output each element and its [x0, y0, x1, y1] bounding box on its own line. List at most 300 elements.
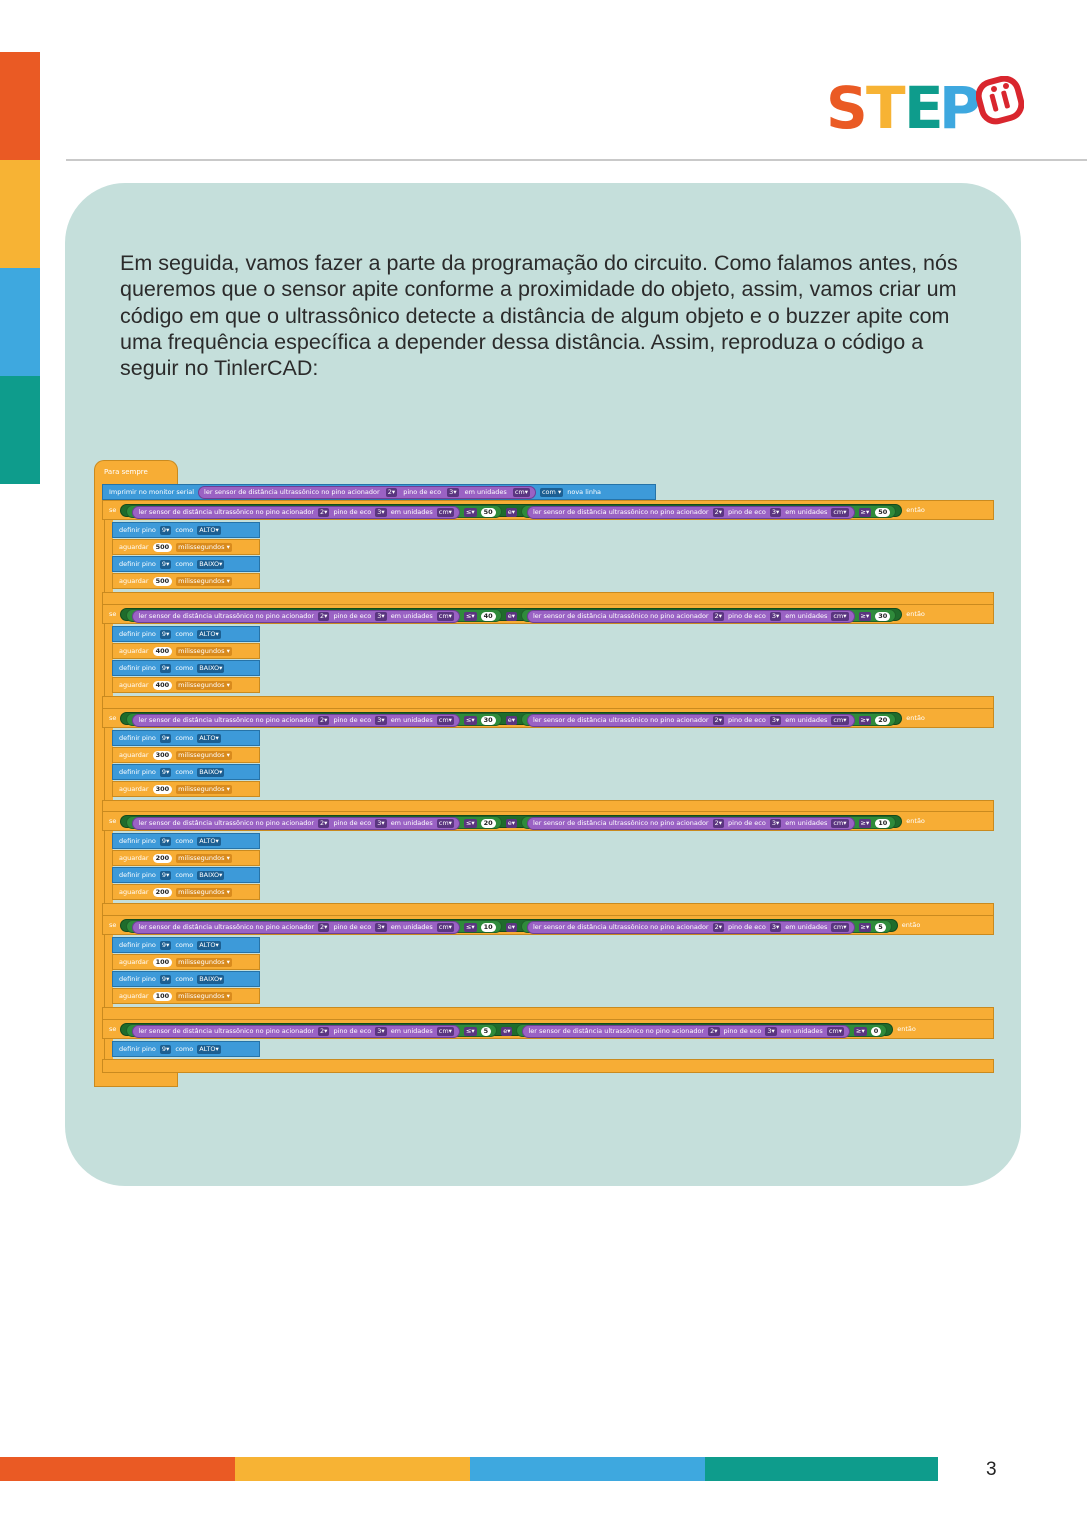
as-label: como: [175, 941, 194, 949]
op1-dropdown-4: ≤▾: [465, 818, 475, 827]
pin-dropdown-value: 9: [161, 836, 167, 845]
compare-right-5: [521, 920, 892, 933]
set-pin-block: [112, 730, 260, 746]
cond5b-trig-dropdown-value: 2: [714, 922, 719, 931]
cond3b-trig-dropdown-value: 2: [714, 715, 719, 724]
set-pin-block: [112, 522, 260, 538]
cond3a-echo-label: pino de eco: [333, 715, 372, 724]
wait-label: aguardar: [119, 577, 149, 585]
wait-value: [153, 751, 173, 760]
forever-block: [94, 460, 178, 485]
cond1b-units-label: em unidades: [785, 507, 828, 516]
cond5a-echo-dropdown: 3▾: [377, 922, 385, 931]
cond2b-echo-dropdown-value: 3: [771, 611, 776, 620]
set-pin-label: definir pino: [119, 837, 156, 845]
ms-dropdown-value: milissegundos: [178, 542, 225, 551]
cond6b-trig-dropdown: 2▾: [710, 1026, 718, 1035]
cond2b-sensor-label: ler sensor de distância ultrassônico no pino acionador: [532, 611, 709, 620]
set-pin-block: [112, 626, 260, 642]
wait-block: [112, 573, 260, 589]
wait-block: [112, 747, 260, 763]
wait-block: [112, 850, 260, 866]
pin-dropdown-value: 9: [161, 870, 167, 879]
pin-dropdown: 9▾: [161, 940, 170, 949]
wait-label: aguardar: [119, 543, 149, 551]
cond6b-echo-label: pino de eco: [723, 1026, 762, 1035]
op2-dropdown-5: ≥▾: [860, 922, 870, 931]
value1-6-value: 5: [483, 1026, 489, 1035]
cond1b-echo-dropdown-value: 3: [771, 507, 776, 516]
if-block-5: [102, 915, 994, 935]
value2-3: [875, 716, 890, 725]
as-label: como: [175, 560, 194, 568]
cond3a-units-label: em unidades: [390, 715, 433, 724]
cond6a-unit-dropdown-value: cm: [438, 1026, 449, 1035]
cond3b-trig-dropdown: 2▾: [714, 715, 723, 724]
pin-dropdown-value: 9: [161, 525, 167, 534]
cond4a-trig-dropdown: 2▾: [320, 818, 328, 827]
wait-value: [153, 992, 173, 1001]
forever-foot: [94, 1072, 178, 1087]
sensor-label: ler sensor de distância ultrassônico no pino acionador: [204, 487, 380, 496]
ms-dropdown: milissegundos ▾: [178, 646, 230, 655]
cond1b-trig-dropdown-value: 2: [714, 507, 719, 516]
robot-face-icon: [976, 76, 1024, 128]
set-pin-label: definir pino: [119, 526, 156, 534]
op2-dropdown-5-value: ≥: [860, 922, 866, 931]
cond5b-units-label: em unidades: [785, 922, 828, 931]
then-label: então: [901, 921, 921, 929]
echo-label: pino de eco: [403, 487, 442, 496]
cond3b-sensor-label: ler sensor de distância ultrassônico no pino acionador: [532, 715, 709, 724]
if-label: se: [109, 610, 117, 618]
forever-label: Para sempre: [104, 468, 148, 476]
compare-right-1: [521, 505, 896, 518]
cond3a-sensor-label: ler sensor de distância ultrassônico no pino acionador: [138, 715, 315, 724]
cond4b-units-label: em unidades: [785, 818, 828, 827]
pin-dropdown: 9▾: [161, 767, 170, 776]
logo-letter-t: T: [866, 74, 906, 142]
pin-dropdown-value: 9: [161, 1044, 167, 1053]
cond3a-trig-dropdown: 2▾: [320, 715, 328, 724]
value1-3-value: 30: [483, 715, 493, 724]
wait-value-value: 100: [155, 991, 170, 1000]
units-label: em unidades: [464, 487, 507, 496]
level-dropdown: ALTO▾: [199, 1044, 219, 1053]
cond6b-unit-dropdown-value: cm: [828, 1026, 839, 1035]
cond4a-sensor-label: ler sensor de distância ultrassônico no pino acionador: [138, 818, 315, 827]
cond4a-units-label: em unidades: [390, 818, 433, 827]
wait-value: [153, 543, 173, 552]
cond4a-echo-dropdown: 3▾: [377, 818, 385, 827]
level-dropdown-value: BAIXO: [199, 663, 220, 672]
compare-left-5: [126, 920, 501, 933]
cond6a-echo-dropdown-value: 3: [377, 1026, 382, 1035]
wait-label: aguardar: [119, 785, 149, 793]
level-dropdown-value: ALTO: [199, 525, 216, 534]
set-pin-label: definir pino: [119, 768, 156, 776]
bottom-bar-yellow: [235, 1457, 470, 1481]
cond4a-echo-label: pino de eco: [333, 818, 372, 827]
set-pin-block: [112, 937, 260, 953]
cond6b-unit-dropdown: cm▾: [828, 1026, 842, 1035]
with-value: com: [541, 487, 556, 496]
compare-left-3: [126, 713, 501, 726]
level-dropdown: BAIXO▾: [199, 767, 223, 776]
cond1b-sensor-label: ler sensor de distância ultrassônico no pino acionador: [532, 507, 709, 516]
cond4b-trig-dropdown-value: 2: [714, 818, 719, 827]
and-dropdown-1: e▾: [507, 507, 515, 516]
value1-5-value: 10: [483, 922, 493, 931]
cond6b-echo-dropdown-value: 3: [767, 1026, 772, 1035]
set-pin-label: definir pino: [119, 734, 156, 742]
wait-value: [153, 647, 173, 656]
as-label: como: [175, 734, 194, 742]
wait-value-value: 500: [155, 576, 170, 585]
cond6a-units-label: em unidades: [390, 1026, 433, 1035]
level-dropdown-value: ALTO: [199, 836, 216, 845]
if-label: se: [109, 921, 117, 929]
cond1a-unit-dropdown-value: cm: [438, 507, 449, 516]
cond4b-trig-dropdown: 2▾: [714, 818, 723, 827]
cond5b-echo-dropdown: 3▾: [771, 922, 780, 931]
wait-value-value: 200: [155, 887, 170, 896]
wait-block: [112, 539, 260, 555]
as-label: como: [175, 1045, 194, 1053]
ms-dropdown-value: milissegundos: [178, 680, 225, 689]
value1-2: [481, 612, 496, 621]
set-pin-block: [112, 556, 260, 572]
cond6b-echo-dropdown: 3▾: [767, 1026, 775, 1035]
pin-dropdown: 9▾: [161, 974, 170, 983]
op2-dropdown-1: ≥▾: [860, 507, 870, 516]
cond6a-trig-dropdown-value: 2: [320, 1026, 325, 1035]
ms-dropdown: milissegundos ▾: [178, 991, 230, 1000]
op2-dropdown-1-value: ≥: [860, 507, 866, 516]
side-bar-orange: [0, 52, 40, 160]
cond6a-sensor-reporter: [132, 1025, 460, 1038]
cond4a-unit-dropdown-value: cm: [438, 818, 449, 827]
and-dropdown-6-value: e: [503, 1026, 508, 1035]
value2-6-value: 0: [873, 1026, 879, 1035]
wait-block: [112, 677, 260, 693]
cond2a-echo-dropdown: 3▾: [377, 611, 385, 620]
set-pin-label: definir pino: [119, 630, 156, 638]
wait-block: [112, 643, 260, 659]
value2-1-value: 50: [878, 507, 888, 516]
and-condition-6: [120, 1023, 893, 1036]
value2-5-value: 5: [878, 922, 883, 931]
cond4b-unit-dropdown-value: cm: [833, 818, 844, 827]
op1-dropdown-2-value: ≤: [465, 611, 472, 620]
wait-block: [112, 884, 260, 900]
cond3a-trig-dropdown-value: 2: [320, 715, 325, 724]
op1-dropdown-3-value: ≤: [465, 715, 472, 724]
value2-2: [875, 612, 890, 621]
cond6b-sensor-label: ler sensor de distância ultrassônico no pino acionador: [528, 1026, 705, 1035]
bottom-bar-blue: [470, 1457, 705, 1481]
op2-dropdown-6: ≥▾: [856, 1026, 865, 1035]
level-dropdown-value: ALTO: [199, 940, 216, 949]
cond5a-echo-dropdown-value: 3: [377, 922, 382, 931]
op1-dropdown-6: ≤▾: [465, 1026, 475, 1035]
and-dropdown-2-value: e: [507, 611, 512, 620]
value1-4-value: 20: [483, 818, 493, 827]
if-block-2: [102, 604, 994, 624]
cond1b-unit-dropdown-value: cm: [833, 507, 844, 516]
wait-label: aguardar: [119, 751, 149, 759]
cond2b-trig-dropdown: 2▾: [714, 611, 723, 620]
op1-dropdown-1-value: ≤: [465, 507, 472, 516]
ms-dropdown-value: milissegundos: [178, 887, 225, 896]
cond2a-unit-dropdown: cm▾: [438, 611, 452, 620]
if-block-3: [102, 708, 994, 728]
cond5a-unit-dropdown-value: cm: [438, 922, 449, 931]
trig-dropdown: 2▾: [387, 487, 396, 496]
and-condition-2: [120, 608, 902, 621]
op1-dropdown-3: ≤▾: [465, 715, 475, 724]
level-dropdown: BAIXO▾: [199, 663, 223, 672]
cond5a-sensor-label: ler sensor de distância ultrassônico no pino acionador: [138, 922, 315, 931]
if-label: se: [109, 1025, 117, 1033]
if-block-4: [102, 811, 994, 831]
pin-dropdown-value: 9: [161, 663, 167, 672]
ms-dropdown: milissegundos ▾: [178, 680, 230, 689]
cond3b-echo-dropdown-value: 3: [771, 715, 776, 724]
set-pin-label: definir pino: [119, 975, 156, 983]
op2-dropdown-4-value: ≥: [860, 818, 866, 827]
level-dropdown: ALTO▾: [199, 836, 219, 845]
newline-label: nova linha: [567, 488, 602, 496]
value2-4: [875, 819, 890, 828]
op2-dropdown-6-value: ≥: [856, 1026, 862, 1035]
cond2b-units-label: em unidades: [785, 611, 828, 620]
cond6b-units-label: em unidades: [780, 1026, 823, 1035]
wait-value: [153, 888, 173, 897]
cond2b-echo-dropdown: 3▾: [771, 611, 780, 620]
cond2b-echo-label: pino de eco: [728, 611, 766, 620]
cond2a-units-label: em unidades: [390, 611, 433, 620]
cond5a-units-label: em unidades: [390, 922, 433, 931]
cond3b-unit-dropdown-value: cm: [833, 715, 844, 724]
print-label: Imprimir no monitor serial: [109, 488, 195, 496]
and-dropdown-6: e▾: [503, 1026, 511, 1035]
pin-dropdown: 9▾: [161, 870, 170, 879]
compare-left-4: [126, 816, 501, 829]
value2-5: [875, 923, 886, 932]
cond5a-echo-label: pino de eco: [333, 922, 372, 931]
pin-dropdown: 9▾: [161, 836, 170, 845]
cond5a-trig-dropdown: 2▾: [320, 922, 328, 931]
value1-1-value: 50: [483, 507, 493, 516]
ms-dropdown-value: milissegundos: [178, 646, 225, 655]
wait-value-value: 400: [155, 646, 170, 655]
then-label: então: [906, 506, 925, 514]
cond1a-sensor-label: ler sensor de distância ultrassônico no pino acionador: [138, 507, 315, 516]
cond6a-sensor-label: ler sensor de distância ultrassônico no pino acionador: [138, 1026, 315, 1035]
intro-paragraph: Em seguida, vamos fazer a parte da programação do circuito. Como falamos antes, nós queremos que o sensor apite conforme a proximidade do objeto, assim, vamos criar um código em que o ultrassônico detecte a distância de algum objeto e o buzzer apite com uma frequência específica a depender dessa distância. Assim, reproduza o código a seguir no TinlerCAD:: [120, 251, 958, 381]
cond3a-unit-dropdown: cm▾: [438, 715, 452, 724]
value1-6: [481, 1027, 492, 1036]
compare-right-4: [521, 816, 896, 829]
value1-3: [481, 716, 496, 725]
as-label: como: [175, 837, 194, 845]
cond4b-echo-dropdown-value: 3: [771, 818, 776, 827]
pin-dropdown: 9▾: [161, 629, 170, 638]
cond5b-sensor-reporter: [527, 921, 855, 934]
wait-value-value: 300: [155, 750, 170, 759]
cond1a-echo-dropdown-value: 3: [377, 507, 382, 516]
cond4b-unit-dropdown: cm▾: [833, 818, 847, 827]
if-block-1: [102, 500, 994, 520]
and-dropdown-3-value: e: [507, 715, 512, 724]
wait-value: [153, 681, 173, 690]
value2-3-value: 20: [878, 715, 888, 724]
cond2a-echo-dropdown-value: 3: [377, 611, 382, 620]
level-dropdown: ALTO▾: [199, 629, 219, 638]
then-label: então: [906, 610, 925, 618]
page-number: 3: [986, 1459, 997, 1480]
cond3b-sensor-reporter: [527, 714, 855, 727]
cond1b-unit-dropdown: cm▾: [833, 507, 847, 516]
echo-value: 3: [449, 487, 454, 496]
op2-dropdown-3: ≥▾: [860, 715, 870, 724]
cond4a-sensor-reporter: [132, 817, 460, 830]
pin-dropdown-value: 9: [161, 940, 167, 949]
value2-2-value: 30: [878, 611, 888, 620]
and-condition-3: [120, 712, 902, 725]
value1-2-value: 40: [483, 611, 493, 620]
wait-value-value: 300: [155, 784, 170, 793]
cond5b-echo-label: pino de eco: [728, 922, 766, 931]
level-dropdown: BAIXO▾: [199, 559, 223, 568]
cond1a-units-label: em unidades: [390, 507, 433, 516]
wait-label: aguardar: [119, 992, 149, 1000]
cond4b-sensor-label: ler sensor de distância ultrassônico no pino acionador: [532, 818, 709, 827]
level-dropdown: BAIXO▾: [199, 870, 223, 879]
cond2a-sensor-reporter: [132, 610, 460, 623]
compare-left-2: [126, 609, 501, 622]
cond6b-sensor-reporter: [522, 1025, 850, 1038]
code-blocks: [92, 460, 996, 1090]
cond6a-trig-dropdown: 2▾: [320, 1026, 328, 1035]
wait-label: aguardar: [119, 681, 149, 689]
cond5a-trig-dropdown-value: 2: [320, 922, 325, 931]
trig-value: 2: [387, 487, 392, 496]
if-label: se: [109, 817, 117, 825]
logo-letter-p: P: [939, 74, 982, 142]
and-dropdown-2: e▾: [507, 611, 515, 620]
level-dropdown-value: BAIXO: [199, 559, 220, 568]
compare-right-3: [521, 713, 896, 726]
and-dropdown-1-value: e: [507, 507, 512, 516]
cond3a-echo-dropdown-value: 3: [377, 715, 382, 724]
op1-dropdown-2: ≤▾: [465, 611, 475, 620]
op2-dropdown-2: ≥▾: [860, 611, 870, 620]
set-pin-label: definir pino: [119, 664, 156, 672]
level-dropdown-value: BAIXO: [199, 767, 220, 776]
unit-value: cm: [514, 487, 525, 496]
ms-dropdown: milissegundos ▾: [178, 957, 230, 966]
pin-dropdown: 9▾: [161, 733, 170, 742]
cond5b-sensor-label: ler sensor de distância ultrassônico no pino acionador: [532, 922, 709, 931]
ms-dropdown: milissegundos ▾: [178, 853, 230, 862]
cond2a-trig-dropdown-value: 2: [320, 611, 325, 620]
sensor-reporter: [198, 486, 536, 499]
cond2a-echo-label: pino de eco: [333, 611, 372, 620]
cond5a-sensor-reporter: [132, 921, 460, 934]
unit-dropdown: cm▾: [514, 487, 528, 496]
cond1a-sensor-reporter: [132, 506, 460, 519]
then-label: então: [897, 1025, 916, 1033]
if-label: se: [109, 506, 117, 514]
and-dropdown-4: e▾: [507, 818, 515, 827]
cond3b-echo-dropdown: 3▾: [771, 715, 780, 724]
op1-dropdown-1: ≤▾: [465, 507, 475, 516]
pin-dropdown: 9▾: [161, 663, 170, 672]
level-dropdown: ALTO▾: [199, 733, 219, 742]
wait-value-value: 200: [155, 853, 170, 862]
pin-dropdown-value: 9: [161, 559, 167, 568]
then-label: então: [906, 714, 925, 722]
cond2b-unit-dropdown-value: cm: [833, 611, 844, 620]
and-condition-4: [120, 815, 902, 828]
cond3b-units-label: em unidades: [785, 715, 828, 724]
cond2a-sensor-label: ler sensor de distância ultrassônico no pino acionador: [138, 611, 315, 620]
pin-dropdown-value: 9: [161, 733, 167, 742]
wait-label: aguardar: [119, 854, 149, 862]
op1-dropdown-6-value: ≤: [465, 1026, 472, 1035]
as-label: como: [175, 975, 194, 983]
cond3a-sensor-reporter: [132, 714, 460, 727]
set-pin-block: [112, 660, 260, 676]
wait-value-value: 100: [155, 957, 170, 966]
value1-4: [481, 819, 496, 828]
pin-dropdown-value: 9: [161, 974, 167, 983]
level-dropdown: BAIXO▾: [199, 974, 223, 983]
and-dropdown-5: e▾: [507, 922, 515, 931]
set-pin-label: definir pino: [119, 1045, 156, 1053]
ms-dropdown-value: milissegundos: [178, 784, 225, 793]
if-label: se: [109, 714, 117, 722]
if-foot-6: [102, 1059, 994, 1073]
ms-dropdown: milissegundos ▾: [178, 784, 230, 793]
with-dropdown: com ▾: [541, 487, 562, 496]
then-label: então: [906, 817, 925, 825]
cond2a-unit-dropdown-value: cm: [438, 611, 449, 620]
as-label: como: [175, 768, 194, 776]
bottom-bar-teal: [705, 1457, 938, 1481]
set-pin-block: [112, 867, 260, 883]
set-pin-label: definir pino: [119, 871, 156, 879]
value2-1: [875, 508, 890, 517]
set-pin-block: [112, 764, 260, 780]
ms-dropdown-value: milissegundos: [178, 991, 225, 1000]
cond6b-trig-dropdown-value: 2: [710, 1026, 715, 1035]
compare-right-6: [516, 1024, 887, 1037]
ms-dropdown: milissegundos ▾: [178, 887, 230, 896]
cond4a-unit-dropdown: cm▾: [438, 818, 452, 827]
if-block-6: [102, 1019, 994, 1039]
cond6a-echo-dropdown: 3▾: [377, 1026, 385, 1035]
cond2b-unit-dropdown: cm▾: [833, 611, 847, 620]
and-condition-1: [120, 504, 902, 517]
cond1b-trig-dropdown: 2▾: [714, 507, 723, 516]
cond1b-sensor-reporter: [527, 506, 855, 519]
cond4a-echo-dropdown-value: 3: [377, 818, 382, 827]
level-dropdown-value: ALTO: [199, 733, 216, 742]
wait-value: [153, 958, 173, 967]
